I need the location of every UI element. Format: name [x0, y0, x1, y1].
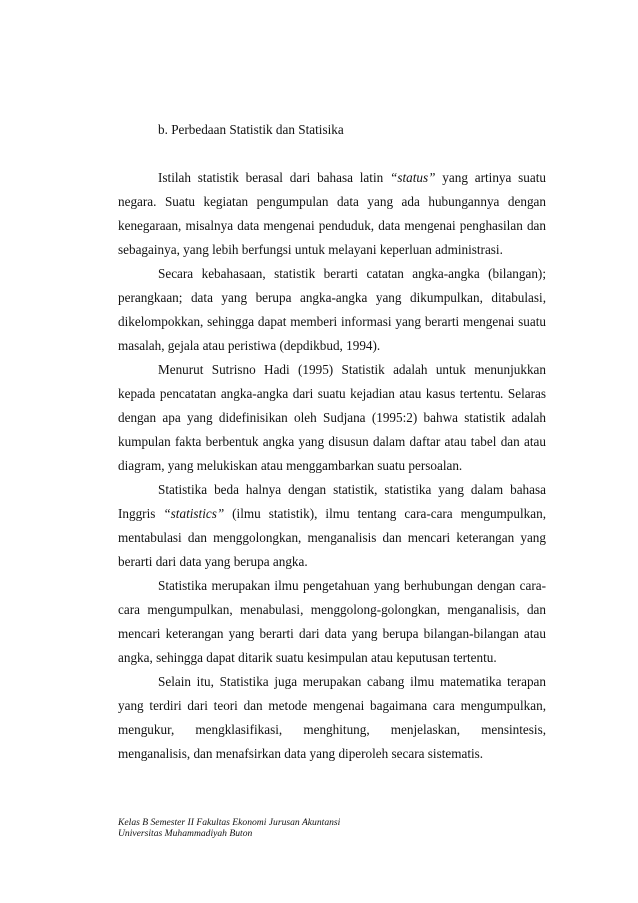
paragraph-4: [118, 478, 546, 574]
term-status: “status”: [390, 170, 436, 185]
paragraph-5: Statistika merupakan ilmu pengetahuan yang berhubungan dengan cara-cara mengumpulkan, menabulasi, menggolong-golongkan, menganalisis, dan mencari keterangan yang berarti dari data yang berupa bilangan-bilangan atau angka, sehingga dapat ditarik suatu kesimpulan atau keputusan tertentu.: [118, 578, 546, 665]
paragraph-1-text-b: yang artinya suatu negara. Suatu kegiatan pengumpulan data yang ada hubungannya dengan kenegaraan, misalnya data mengenai penduduk, data mengenai penghasilan dan sebagainya, yang lebih berfungsi untuk melayani keperluan administrasi.: [118, 170, 547, 257]
footer-line-1: Kelas B Semester II Fakultas Ekonomi Jurusan Akuntansi: [118, 817, 341, 828]
paragraph-1-text-a: Istilah statistik berasal dari bahasa latin: [158, 170, 391, 185]
paragraph-4-text-a: Statistika beda halnya dengan statistik, statistika yang dalam bahasa Inggris: [118, 482, 546, 521]
paragraph-2: Secara kebahasaan, statistik berarti catatan angka-angka (bilangan); perangkaan; data yang berupa angka-angka yang dikumpulkan, ditabulasi, dikelompokkan, sehingga dapat memberi informasi yang berarti mengenai suatu masalah, gejala atau peristiwa (depdikbud, 1994).: [118, 266, 546, 353]
paragraph-1: [118, 166, 546, 262]
footer-line-2: Universitas Muhammadiyah Buton: [118, 828, 253, 839]
section-heading: b. Perbedaan Statistik dan Statisika: [158, 122, 344, 137]
paragraph-6: Selain itu, Statistika juga merupakan cabang ilmu matematika terapan yang terdiri dari teori dan metode mengenai bagaimana cara mengumpulkan, mengukur, mengklasifikasi, menghitung, menjelaskan, mensintesis, menganalisis, dan menafsirkan data yang diperoleh secara sistematis.: [118, 674, 546, 761]
paragraph-3: Menurut Sutrisno Hadi (1995) Statistik adalah untuk menunjukkan kepada pencatatan angka-angka dari suatu kejadian atau kasus tertentu. Selaras dengan apa yang didefinisikan oleh Sudjana (1995:2) bahwa statistik adalah kumpulan fakta berbentuk angka yang disusun dalam daftar atau tabel dan atau diagram, yang melukiskan atau menggambarkan suatu persoalan.: [118, 362, 546, 473]
paragraph-4-text-b: (ilmu statistik), ilmu tentang cara-cara mengumpulkan, mentabulasi dan menggolongkan, menganalisis dan mencari keterangan yang berarti dari data yang berupa angka.: [118, 506, 546, 569]
term-statistics: “statistics”: [163, 506, 225, 521]
page-footer: [118, 817, 538, 839]
heading-spacer: [118, 142, 546, 166]
page-body: [118, 118, 546, 766]
